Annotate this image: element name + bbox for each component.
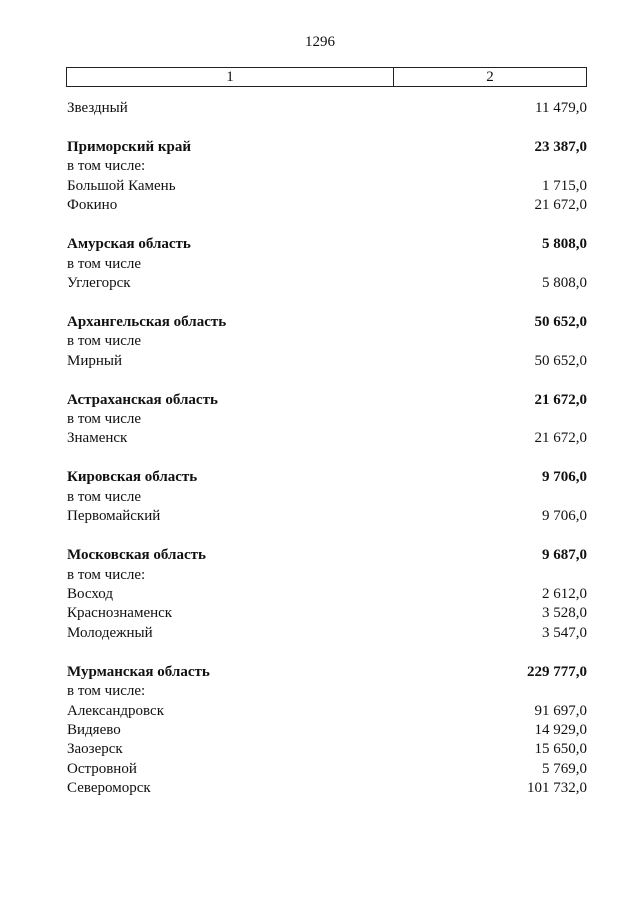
table-row [67, 702, 587, 721]
row-name: в том числе: [67, 158, 146, 175]
row-value: 50 652,0 [534, 352, 587, 369]
row-name: Архангельская область [67, 313, 227, 330]
table-row [67, 410, 587, 429]
row-name: Восход [67, 585, 113, 602]
row-value: 229 777,0 [527, 663, 587, 680]
row-name: Московская область [67, 547, 206, 564]
table-row [67, 177, 587, 196]
table-row [67, 507, 587, 526]
column-header-table [66, 67, 587, 87]
row-value: 9 706,0 [542, 469, 587, 486]
column-header-1: 1 [67, 68, 394, 86]
row-name: в том числе: [67, 683, 146, 700]
row-name: Звездный [67, 100, 128, 116]
row-value: 5 808,0 [542, 274, 587, 291]
region-total-row [67, 391, 587, 410]
table-row [67, 332, 587, 351]
column-header-2: 2 [486, 68, 494, 85]
table-row [67, 682, 587, 701]
region-total-row [67, 235, 587, 254]
row-name: Александровск [67, 702, 164, 719]
row-name: Кировская область [67, 469, 198, 486]
row-value: 3 547,0 [542, 624, 587, 641]
row-name: Островной [67, 760, 137, 777]
table-row [67, 352, 587, 371]
row-name: Видяево [67, 722, 121, 738]
row-value: 14 929,0 [534, 722, 587, 738]
region-total-row [67, 546, 587, 565]
row-value: 2 612,0 [542, 585, 587, 602]
row-name: Углегорск [67, 274, 131, 291]
row-value: 3 528,0 [542, 605, 587, 622]
row-value: 23 387,0 [534, 138, 587, 155]
group-spacer [67, 643, 587, 662]
region-total-row [67, 468, 587, 487]
table-row [67, 429, 587, 448]
row-name: Амурская область [67, 236, 191, 253]
table-row [67, 604, 587, 623]
table-row [67, 779, 587, 798]
row-value: 91 697,0 [534, 702, 587, 719]
page-number: 1296 [305, 34, 335, 50]
group-spacer [67, 527, 587, 546]
group-spacer [67, 216, 587, 235]
row-value: 50 652,0 [534, 313, 587, 330]
table-row [67, 196, 587, 215]
table-row [67, 99, 587, 118]
row-name: Астраханская область [67, 391, 218, 408]
row-value: 101 732,0 [527, 780, 587, 797]
row-name: Молодежный [67, 624, 153, 641]
group-spacer [67, 449, 587, 468]
table-row [67, 585, 587, 604]
row-name: в том числе [67, 255, 142, 272]
row-value: 21 672,0 [534, 391, 587, 408]
row-name: Мирный [67, 352, 122, 369]
table-row [67, 255, 587, 274]
table-row [67, 274, 587, 293]
row-value: 21 672,0 [534, 197, 587, 214]
row-name: Заозерск [67, 741, 123, 758]
row-name: Приморский край [67, 138, 191, 155]
row-name: Фокино [67, 197, 118, 214]
row-name: в том числе [67, 488, 142, 505]
region-total-row [67, 138, 587, 157]
row-name: в том числе [67, 411, 142, 427]
table-row [67, 488, 587, 507]
row-name: в том числе [67, 333, 142, 350]
row-value: 15 650,0 [534, 741, 587, 758]
group-spacer [67, 118, 587, 137]
table-row [67, 157, 587, 176]
row-value: 21 672,0 [534, 430, 587, 447]
row-value: 9 706,0 [542, 508, 587, 525]
allocation-table-body [67, 99, 587, 799]
row-value: 1 715,0 [542, 177, 587, 194]
row-name: Краснознаменск [67, 605, 173, 622]
row-name: Североморск [67, 780, 151, 797]
row-value: 5 808,0 [542, 236, 587, 253]
row-name: Мурманская область [67, 663, 210, 680]
table-row [67, 624, 587, 643]
row-value: 9 687,0 [542, 547, 587, 564]
group-spacer [67, 293, 587, 312]
table-row [67, 721, 587, 740]
region-total-row [67, 313, 587, 332]
row-name: Знаменск [67, 430, 128, 447]
row-name: Большой Камень [67, 177, 176, 194]
table-row [67, 566, 587, 585]
row-name: в том числе: [67, 566, 146, 583]
row-name: Первомайский [67, 508, 161, 525]
row-value: 5 769,0 [542, 760, 587, 777]
table-row [67, 740, 587, 759]
row-value: 11 479,0 [535, 100, 587, 116]
region-total-row [67, 663, 587, 682]
table-row [67, 760, 587, 779]
group-spacer [67, 371, 587, 390]
